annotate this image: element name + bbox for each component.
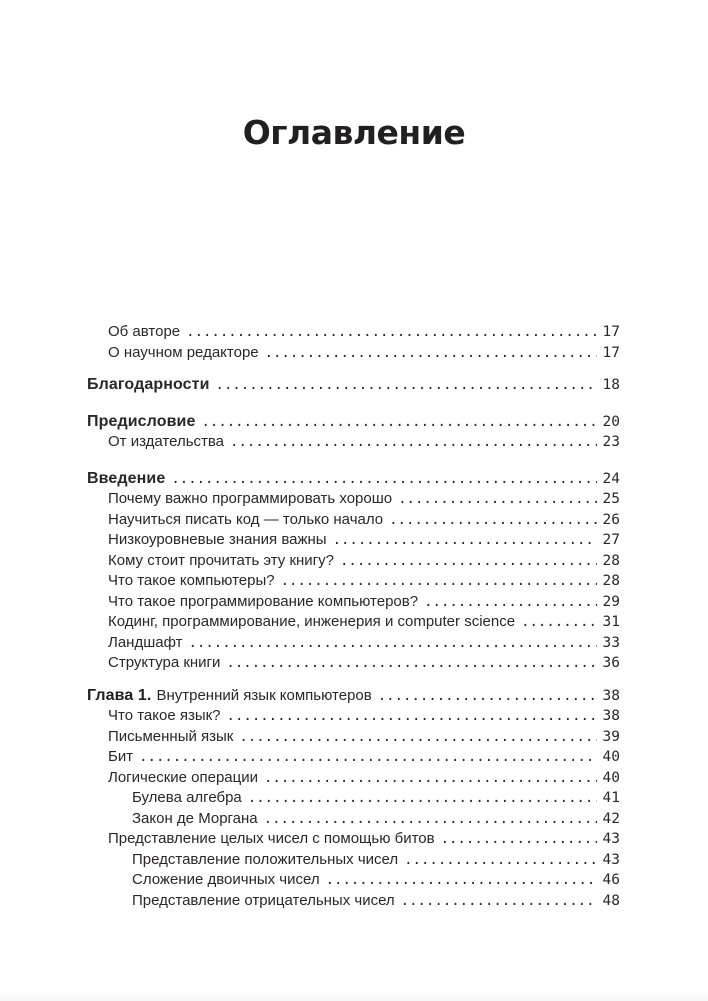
toc-entry: [87, 768, 620, 789]
toc-entry-label: Закон де Моргана: [132, 809, 258, 827]
dot-leader: [264, 809, 597, 830]
toc-entry: [87, 809, 620, 830]
toc-entry: [87, 489, 620, 510]
toc-entry-page-number: 27: [602, 532, 620, 548]
toc-entry-page-number: 31: [602, 614, 620, 630]
toc-entry: [87, 788, 620, 809]
dot-leader: [171, 469, 597, 490]
toc-entry-label: Кому стоит прочитать эту книгу?: [108, 551, 334, 569]
toc-entry-page-number: 20: [602, 413, 620, 430]
dot-leader: [404, 850, 597, 871]
toc-entry: [87, 530, 620, 551]
dot-leader: [139, 747, 597, 768]
toc-entry: [87, 850, 620, 871]
dot-leader: [378, 686, 597, 707]
toc-entry-page-number: 43: [602, 831, 620, 847]
toc-entry-page-number: 28: [602, 573, 620, 589]
toc-entry-page-number: 29: [602, 593, 620, 610]
toc-entry-label: Низкоуровневые знания важны: [108, 531, 327, 548]
dot-leader: [340, 551, 597, 572]
dot-leader: [424, 592, 597, 613]
toc-entry-label: Логические операции: [108, 768, 258, 786]
dot-leader: [401, 891, 597, 912]
toc-entry-label: Что такое программирование компьютеров?: [108, 592, 419, 610]
toc-entry-label: О научном редакторе: [108, 343, 259, 361]
toc-entry-label: Предисловие: [87, 412, 196, 430]
toc-entry: [87, 432, 620, 453]
toc-entry-page-number: 24: [602, 470, 620, 487]
toc-entry-label: Структура книги: [108, 654, 221, 671]
toc-list: [87, 322, 620, 911]
toc-entry: [87, 686, 620, 707]
toc-entry-label: Об авторе: [108, 323, 181, 340]
toc-entry: [87, 592, 620, 613]
toc-entry-page-number: 42: [602, 810, 620, 827]
toc-entry-page-number: 36: [602, 655, 620, 671]
toc-entry-label: Кодинг, программирование, инженерия и computer science: [108, 613, 516, 630]
toc-entry-label: Представление отрицательных чисел: [132, 891, 395, 909]
dot-leader: [326, 870, 597, 891]
toc-entry-label: Представление положительных чисел: [132, 850, 399, 868]
dot-leader: [281, 571, 597, 592]
toc-entry: [87, 510, 620, 531]
toc-entry-label: Внутренний язык компьютеров: [156, 686, 372, 704]
dot-leader: [389, 510, 597, 531]
toc-entry-label: Введение: [87, 469, 166, 487]
toc-entry: [87, 727, 620, 748]
toc-entry-page-number: 26: [602, 511, 620, 528]
toc-entry-page-number: 43: [602, 851, 620, 868]
dot-leader: [239, 727, 597, 748]
page-bottom-shadow: [0, 991, 708, 1001]
toc-entry-label: От издательства: [108, 433, 225, 450]
toc-entry-page-number: 40: [602, 769, 620, 786]
dot-leader: [264, 768, 597, 789]
toc-entry-page-number: 28: [602, 552, 620, 569]
toc-entry: [87, 551, 620, 572]
toc-entry-chapter-prefix: Глава 1.: [87, 686, 152, 704]
dot-leader: [521, 612, 597, 633]
dot-leader: [398, 489, 597, 510]
toc-entry-page-number: 17: [602, 324, 620, 340]
toc-entry-page-number: 25: [602, 491, 620, 507]
toc-entry-label: Бит: [108, 748, 134, 765]
toc-entry: [87, 706, 620, 727]
toc-entry: [87, 375, 620, 396]
toc-entry-page-number: 41: [602, 790, 620, 806]
toc-entry-label: Почему важно программировать хорошо: [108, 490, 393, 507]
toc-entry-page-number: 33: [602, 634, 620, 651]
toc-entry: [87, 412, 620, 433]
toc-entry: [87, 612, 620, 633]
toc-entry: [87, 633, 620, 654]
toc-entry-label: Что такое компьютеры?: [108, 572, 275, 589]
dot-leader: [186, 322, 597, 343]
toc-entry: [87, 891, 620, 912]
dot-leader: [248, 788, 597, 809]
page-title: Оглавление: [242, 113, 466, 152]
toc-entry: [87, 653, 620, 674]
toc-entry: [87, 571, 620, 592]
dot-leader: [333, 530, 597, 551]
toc-entry-page-number: 18: [602, 377, 620, 393]
toc-entry-label: Научиться писать код — только начало: [108, 510, 384, 528]
dot-leader: [201, 412, 597, 433]
toc-entry-page-number: 23: [602, 434, 620, 450]
toc-entry-page-number: 40: [602, 749, 620, 765]
dot-leader: [216, 375, 597, 396]
dot-leader: [188, 633, 597, 654]
toc-entry-label: Что такое язык?: [108, 707, 221, 724]
toc-entry-label: Сложение двоичных чисел: [132, 871, 320, 888]
toc-entry: [87, 870, 620, 891]
dot-leader: [265, 343, 597, 364]
toc-entry: [87, 747, 620, 768]
toc-entry: [87, 322, 620, 343]
toc-entry-label: Благодарности: [87, 376, 210, 393]
toc-entry-label: Ландшафт: [108, 633, 183, 651]
toc-entry-page-number: 39: [602, 728, 620, 745]
toc-entry-page-number: 38: [602, 687, 620, 704]
toc-entry-label: Представление целых чисел с помощью битов: [108, 830, 435, 847]
toc-entry-page-number: 38: [602, 708, 620, 724]
toc-entry-label: Письменный язык: [108, 727, 234, 745]
toc-entry: [87, 469, 620, 490]
dot-leader: [230, 432, 597, 453]
dot-leader: [226, 653, 597, 674]
toc-entry-label: Булева алгебра: [132, 789, 242, 806]
dot-leader: [441, 829, 597, 850]
toc-entry: [87, 829, 620, 850]
toc-entry-page-number: 17: [602, 344, 620, 361]
toc-entry-page-number: 48: [602, 892, 620, 909]
toc-entry-page-number: 46: [602, 872, 620, 888]
dot-leader: [227, 706, 597, 727]
toc-entry: [87, 343, 620, 364]
